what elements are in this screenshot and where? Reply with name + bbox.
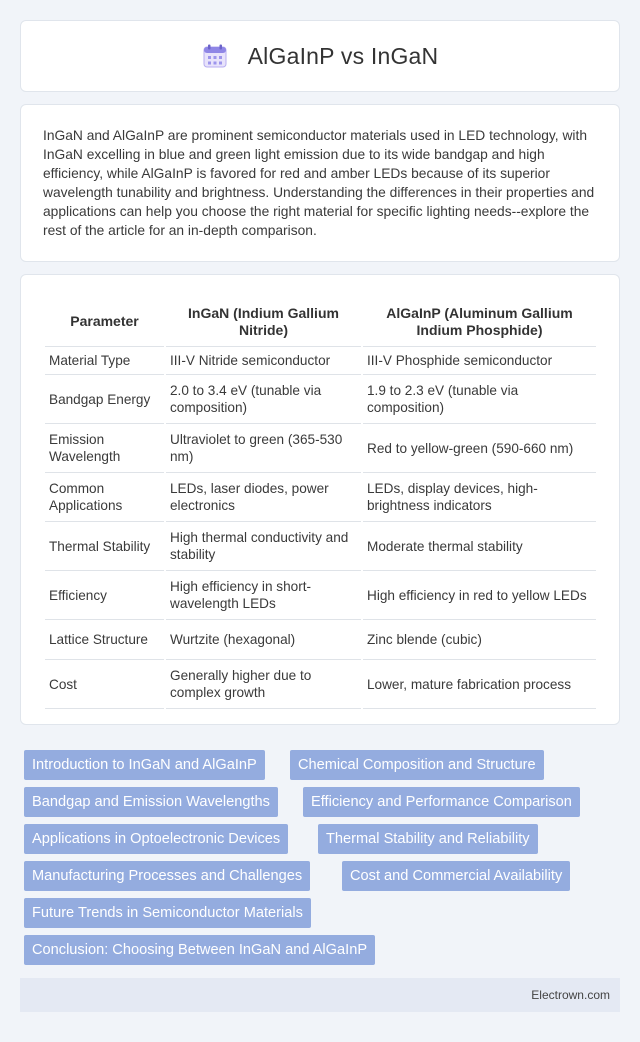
header-parameter: Parameter	[45, 297, 164, 347]
table-cell: LEDs, laser diodes, power electronics	[166, 473, 361, 522]
table-cell: High efficiency in red to yellow LEDs	[363, 571, 596, 620]
table-cell: Efficiency	[45, 571, 164, 620]
comparison-table-card	[20, 274, 620, 725]
topic-tag-introduction[interactable]: Introduction to InGaN and AlGaInP	[24, 750, 265, 780]
table-cell: Moderate thermal stability	[363, 522, 596, 571]
table-row	[45, 660, 596, 709]
footer	[20, 978, 620, 1012]
table-cell: 2.0 to 3.4 eV (tunable via composition)	[166, 375, 361, 424]
table-row	[45, 473, 596, 522]
header-ingan: InGaN (Indium Gallium Nitride)	[166, 297, 361, 347]
table-cell: III-V Nitride semiconductor	[166, 347, 361, 375]
table-cell: Common Applications	[45, 473, 164, 522]
footer-brand[interactable]: Electrown.com	[531, 988, 610, 1002]
header-algainp: AlGaInP (Aluminum Gallium Indium Phosphide)	[363, 297, 596, 347]
table-cell: Generally higher due to complex growth	[166, 660, 361, 709]
table-cell: Lattice Structure	[45, 620, 164, 660]
table-cell: 1.9 to 2.3 eV (tunable via composition)	[363, 375, 596, 424]
topic-tag-chemical-composition[interactable]: Chemical Composition and Structure	[290, 750, 544, 780]
table-cell: LEDs, display devices, high-brightness indicators	[363, 473, 596, 522]
page-title: AlGaInP vs InGaN	[247, 42, 439, 69]
table-cell: Emission Wavelength	[45, 424, 164, 473]
table-cell: Cost	[45, 660, 164, 709]
table-cell: Bandgap Energy	[45, 375, 164, 424]
table-cell: High thermal conductivity and stability	[166, 522, 361, 571]
topic-tag-applications[interactable]: Applications in Optoelectronic Devices	[24, 824, 288, 854]
table-cell: Wurtzite (hexagonal)	[166, 620, 361, 660]
table-cell: Material Type	[45, 347, 164, 375]
table-row	[45, 522, 596, 571]
table-header-row	[45, 297, 596, 347]
comparison-table	[43, 297, 598, 709]
intro-card	[20, 104, 620, 262]
table-cell: Zinc blende (cubic)	[363, 620, 596, 660]
table-cell: III-V Phosphide semiconductor	[363, 347, 596, 375]
title-card	[20, 20, 620, 92]
table-cell: Lower, mature fabrication process	[363, 660, 596, 709]
topic-tag-bandgap[interactable]: Bandgap and Emission Wavelengths	[24, 787, 278, 817]
table-cell: Ultraviolet to green (365-530 nm)	[166, 424, 361, 473]
table-row	[45, 347, 596, 375]
topic-tag-thermal-stability[interactable]: Thermal Stability and Reliability	[318, 824, 538, 854]
topic-tag-conclusion[interactable]: Conclusion: Choosing Between InGaN and AlGaInP	[24, 935, 375, 965]
table-cell: Red to yellow-green (590-660 nm)	[363, 424, 596, 473]
topic-tag-manufacturing[interactable]: Manufacturing Processes and Challenges	[24, 861, 310, 891]
table-row	[45, 620, 596, 660]
table-row	[45, 571, 596, 620]
topic-tag-cost[interactable]: Cost and Commercial Availability	[342, 861, 570, 891]
topic-tag-efficiency[interactable]: Efficiency and Performance Comparison	[303, 787, 580, 817]
table-row	[45, 375, 596, 424]
intro-paragraph: InGaN and AlGaInP are prominent semiconductor materials used in LED technology, with InGaN excelling in blue and green light emission due to its wide bandgap and high efficiency, while AlGaInP is favored for red and amber LEDs because of its superior wavelength tunability and brightness. Understanding the differences in their properties and applications can help you choose the right material for specific lighting needs--explore the rest of the article for an in-depth comparison.	[43, 128, 595, 238]
table-row	[45, 424, 596, 473]
calendar-grid-icon	[202, 43, 228, 69]
topic-tag-future-trends[interactable]: Future Trends in Semiconductor Materials	[24, 898, 311, 928]
table-cell: Thermal Stability	[45, 522, 164, 571]
table-cell: High efficiency in short-wavelength LEDs	[166, 571, 361, 620]
